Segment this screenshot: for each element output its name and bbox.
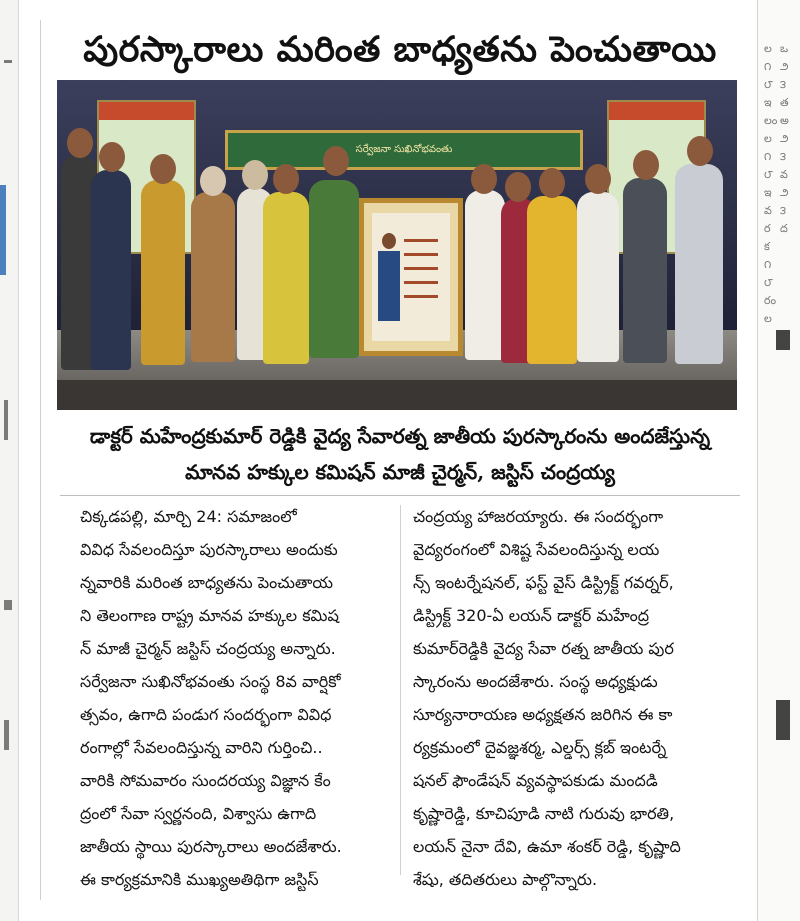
article-line: డిస్ట్రిక్ట్ 320-ఏ లయన్ డాక్టర్ మహేంద్ర	[413, 606, 650, 625]
headline: పురస్కారాలు మరింత బాధ్యతను పెంచుతాయి	[83, 30, 717, 70]
caption-line-2: మానవ హక్కుల కమిషన్ మాజీ చైర్మన్, జస్టిస్ చంద్రయ్య	[185, 460, 615, 484]
article-line: స్కారంను అందజేశారు. సంస్థ అధ్యక్షుడు	[413, 672, 658, 691]
caption-line-1: డాక్టర్ మహేంద్రకుమార్ రెడ్డికి వైద్య సేవారత్న జాతీయ పురస్కారంను అందజేస్తున్న	[89, 424, 711, 448]
person-head	[323, 146, 349, 176]
article-line: సర్వేజనా సుఖినోభవంతు సంస్థ 8వ వార్షికో	[80, 672, 341, 691]
article-line: వివిధ సేవలందిస్తూ పురస్కారాలు అందుకు	[80, 540, 338, 559]
adjacent-text-mark	[4, 400, 8, 440]
article-line: లయన్ నైనా దేవి, ఉమా శంకర్ రెడ్డి, కృష్ణాది	[413, 837, 681, 856]
article-line: చిక్కడపల్లి, మార్చి 24: సమాజంలో	[80, 507, 297, 526]
adjacent-page-left-edge	[0, 0, 19, 921]
person	[675, 164, 723, 364]
event-photo	[57, 80, 737, 410]
adjacent-text-mark	[4, 60, 12, 63]
stage-banner: సర్వేజనా సుఖినోభవంతు	[225, 130, 583, 170]
person-head	[150, 154, 176, 184]
article-line: త్సవం, ఉగాది పండుగ సందర్భంగా వివిధ	[80, 705, 332, 724]
person	[309, 180, 359, 358]
person-head	[67, 128, 93, 158]
column-divider	[400, 505, 401, 875]
article-line: షనల్ ఫౌండేషన్ వ్యవస్థాపకుడు మందడి	[413, 771, 658, 790]
person	[577, 192, 619, 362]
adjacent-text-mark	[776, 700, 790, 740]
photo-caption	[60, 418, 740, 490]
article-line: వైద్యరంగంలో విశిష్ట సేవలందిస్తున్న లయ	[413, 540, 660, 559]
article-line: చంద్రయ్య హాజరయ్యారు. ఈ సందర్భంగా	[413, 507, 664, 526]
article-column-left	[80, 500, 403, 896]
adjacent-image-sliver	[0, 185, 6, 275]
person	[263, 192, 309, 364]
adjacent-text-mark	[4, 720, 9, 750]
person	[527, 196, 577, 364]
person	[141, 180, 185, 365]
article-line: సూర్యనారాయణ అధ్యక్షతన జరిగిన ఈ కా	[413, 705, 673, 724]
person	[465, 190, 505, 360]
article-line: ఈ కార్యక్రమానికి ముఖ్యఅతిథిగా జస్టిస్	[80, 870, 319, 889]
adjacent-text-mark	[776, 330, 790, 350]
caption-rule	[60, 495, 740, 496]
article-line: కృష్ణారెడ్డి, కూచిపూడి నాటి గురువు భారతి,	[413, 804, 675, 823]
person	[91, 170, 131, 370]
stage-edge	[57, 380, 737, 410]
article-line: కుమార్‌రెడ్డికి వైద్య సేవా రత్న జాతీయ పుర	[413, 639, 674, 658]
person-head	[471, 164, 497, 194]
person-head	[633, 150, 659, 180]
adjacent-text-column: ల౧౮ఇలంల౧౮ఇవరక౧౮రంల	[764, 42, 778, 325]
person-head	[200, 166, 226, 196]
person	[191, 192, 235, 362]
article-line: రంగాల్లో సేవలందిస్తున్న వారిని గుర్తించి..	[80, 738, 323, 757]
award-frame	[359, 198, 463, 356]
article-line: న్స్ ఇంటర్నేషనల్, ఫస్ట్ వైస్ డిస్ట్రిక్ట్ గవర్నర్,	[413, 573, 674, 592]
adjacent-text-mark	[4, 600, 12, 610]
person-head	[505, 172, 531, 202]
article-line: శేషు, తదితరులు పాల్గొన్నారు.	[413, 870, 598, 889]
person-head	[242, 160, 268, 190]
person-head	[687, 136, 713, 166]
article-line: జాతీయ స్థాయి పురస్కారాలు అందజేశారు.	[80, 837, 342, 856]
page-left-border	[40, 20, 41, 900]
person-head	[539, 168, 565, 198]
article-column-right	[413, 500, 736, 896]
person	[623, 178, 667, 363]
article-line: ర్యక్రమంలో దైవజ్ఞశర్మ, ఎల్డర్స్ క్లబ్ ఇంటర్నే	[413, 738, 667, 757]
person-head	[585, 164, 611, 194]
person-head	[99, 142, 125, 172]
article-line: న్ మాజీ చైర్మన్ జస్టిస్ చంద్రయ్య అన్నారు.	[80, 639, 336, 658]
person-head	[273, 164, 299, 194]
adjacent-page-right-edge	[757, 0, 800, 921]
adjacent-text-column: ఒ౨౩తఅ౨౩వ౨౩ద	[780, 42, 789, 235]
article-line: ని తెలంగాణ రాష్ట్ర మానవ హక్కుల కమిష	[80, 606, 339, 625]
article-line: వారికి సోమవారం సుందరయ్య విజ్ఞాన కేం	[80, 771, 331, 790]
article-line: ద్రంలో సేవా స్వర్ణనంది, విశ్వాసు ఉగాది	[80, 804, 317, 823]
article-line: న్నవారికి మరింత బాధ్యతను పెంచుతాయ	[80, 573, 333, 592]
